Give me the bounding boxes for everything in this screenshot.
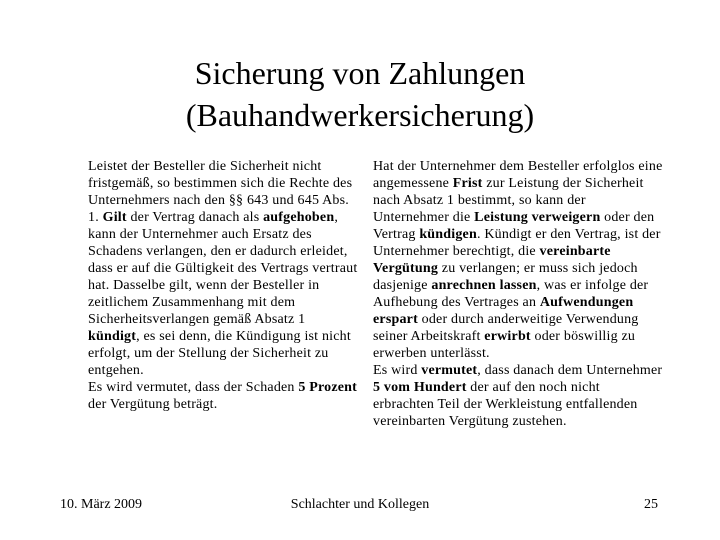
text-run: , dass danach dem Unternehmer: [477, 363, 663, 378]
text-run: . Kündigt er den Vertrag, ist der Unternehmer berechtigt, die: [373, 227, 661, 259]
text-run: , kann der Unternehmer auch Ersatz des Schadens verlangen, den er dadurch erleidet, dass er auf die Gültigkeit des Vertrags vertraut hat. Dasselbe gilt, wenn der Besteller in zeitlichem Zusammenhang mit dem Sicherheitsverlangen gemäß Absatz 1: [88, 210, 358, 327]
emphasized-text: vereinbarte Vergütung: [373, 244, 611, 276]
left-paragraph-2: [88, 379, 358, 413]
emphasized-text: 5 Prozent: [298, 380, 358, 395]
text-run: oder böswillig zu erwerben unterlässt.: [373, 329, 636, 361]
text-run: zu verlangen; er muss sich jedoch dasjenige: [373, 261, 638, 293]
text-run: , es sei denn, die Kündigung ist nicht erfolgt, um der Stellung der Sicherheit zu entgehen.: [88, 329, 351, 378]
emphasized-text: anrechnen lassen: [431, 278, 537, 293]
text-run: der auf den noch nicht erbrachten Teil der Werkleistung entfallenden vereinbarten Vergütung zustehen.: [373, 380, 638, 429]
text-run: oder durch anderweitige Verwendung seiner Arbeitskraft: [373, 312, 639, 344]
emphasized-text: kündigt: [88, 329, 137, 344]
text-run: zur Leistung der Sicherheit nach Absatz 1 bestimmt, so kann der Unternehmer die: [373, 176, 644, 225]
text-run: oder den Vertrag: [373, 210, 655, 242]
emphasized-text: Gilt: [102, 210, 127, 225]
emphasized-text: kündigen: [419, 227, 477, 242]
emphasized-text: Leistung verweigern: [474, 210, 601, 225]
slide-title: [60, 52, 660, 136]
slide-title-line-2: (Bauhandwerkersicherung): [185, 97, 535, 133]
slide-title-line-1: Sicherung von Zahlungen: [194, 55, 526, 91]
right-text-column: [373, 158, 663, 430]
emphasized-text: Frist: [452, 176, 483, 191]
emphasized-text: vermutet: [421, 363, 478, 378]
left-text-column: [88, 158, 358, 413]
text-run: , was er infolge der Aufhebung des Vertrages an: [373, 278, 649, 310]
emphasized-text: aufgehoben: [263, 210, 335, 225]
footer-date: 10. März 2009: [60, 497, 143, 512]
emphasized-text: erwirbt: [484, 329, 531, 344]
right-paragraph-1: [373, 158, 663, 362]
text-run: Es wird vermutet, dass der Schaden: [88, 380, 299, 395]
emphasized-text: Aufwendungen erspart: [373, 295, 634, 327]
emphasized-text: 5 vom Hundert: [373, 380, 467, 395]
left-paragraph-1: [88, 158, 358, 379]
text-run: Hat der Unternehmer dem Besteller erfolglos eine angemessene: [373, 159, 663, 191]
right-paragraph-2: [373, 362, 663, 430]
text-run: Es wird: [373, 363, 422, 378]
footer-author: Schlachter und Kollegen: [290, 497, 430, 512]
text-run: der Vergütung beträgt.: [88, 397, 218, 412]
footer-page-number: 25: [644, 497, 658, 512]
text-run: der Vertrag danach als: [126, 210, 264, 225]
text-run: Leistet der Besteller die Sicherheit nicht fristgemäß, so bestimmen sich die Rechte des Unternehmers nach den §§ 643 und 645 Abs. 1.: [88, 159, 353, 225]
